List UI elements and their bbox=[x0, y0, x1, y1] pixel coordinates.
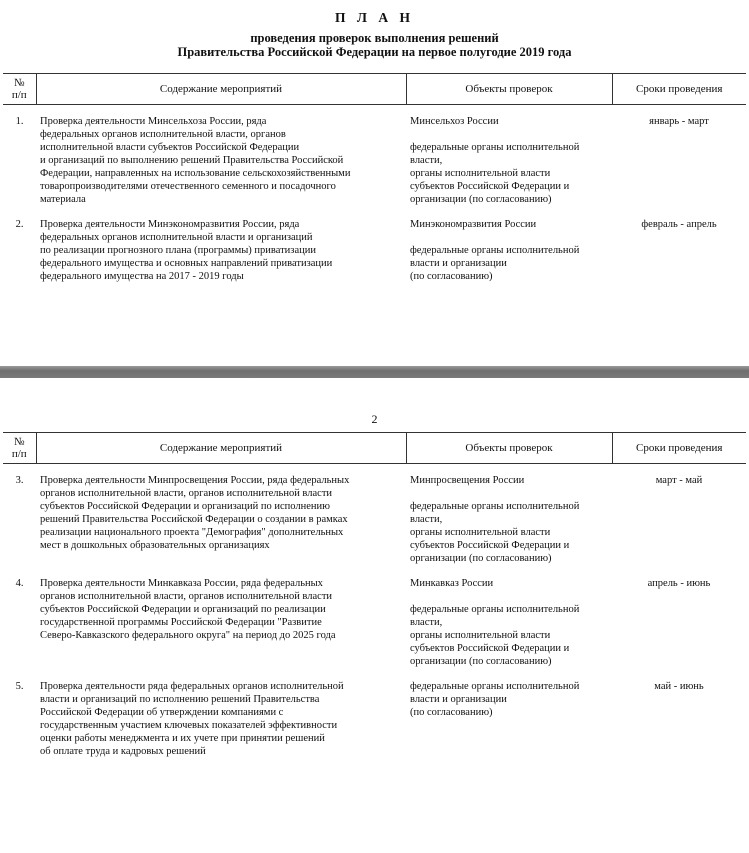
header-objects: Объекты проверок bbox=[406, 74, 612, 105]
content-line: Проверка деятельности Минсельхоза России, ряда bbox=[40, 116, 267, 127]
objects-line: субъектов Российской Федерации и bbox=[410, 643, 570, 654]
row-content bbox=[36, 105, 406, 219]
row-number: 1. bbox=[15, 116, 24, 127]
objects-line: федеральные органы исполнительной bbox=[410, 681, 580, 692]
objects-line: власти, bbox=[410, 514, 443, 525]
content-line: Проверка деятельности Минкавказа России, ряда федеральных bbox=[40, 578, 323, 589]
content-line: государственной программы Российской Федерации "Развитие bbox=[40, 617, 322, 628]
content-line: федеральных органов исполнительной власти и организаций bbox=[40, 232, 313, 243]
content-line: решений Правительства Российской Федерации о создании в рамках bbox=[40, 514, 348, 525]
table-row bbox=[3, 577, 746, 680]
header-content: Содержание мероприятий bbox=[36, 433, 406, 464]
table-row bbox=[3, 680, 746, 770]
row-term: май - июнь bbox=[654, 681, 704, 692]
row-objects bbox=[406, 105, 612, 219]
content-line: Российской Федерации об утверждении компаниями с bbox=[40, 707, 284, 718]
header-terms: Сроки проведения bbox=[612, 74, 746, 105]
content-line: Федерации, направленных на использование сельскохозяйственными bbox=[40, 168, 351, 179]
table-row bbox=[3, 218, 746, 295]
content-line: и организаций по выполнению решений Правительства Российской bbox=[40, 155, 344, 166]
content-line: субъектов Российской Федерации и организаций по реализации bbox=[40, 604, 326, 615]
objects-lead: Минсельхоз России bbox=[410, 116, 499, 127]
row-content bbox=[36, 680, 406, 770]
row-objects bbox=[406, 464, 612, 578]
row-number: 2. bbox=[15, 219, 24, 230]
row-number: 3. bbox=[15, 475, 24, 486]
objects-line: органы исполнительной власти bbox=[410, 630, 551, 641]
objects-line: (по согласованию) bbox=[410, 271, 493, 282]
header-content: Содержание мероприятий bbox=[36, 74, 406, 105]
objects-line: органы исполнительной власти bbox=[410, 168, 551, 179]
table-header-row bbox=[3, 74, 746, 105]
row-content bbox=[36, 218, 406, 295]
content-line: Проверка деятельности Минпросвещения России, ряда федеральных bbox=[40, 475, 350, 486]
objects-gap bbox=[410, 487, 608, 500]
row-objects bbox=[406, 680, 612, 770]
objects-gap bbox=[410, 128, 608, 141]
document-page-2 bbox=[0, 378, 749, 853]
objects-gap bbox=[410, 231, 608, 244]
table-header-row bbox=[3, 433, 746, 464]
objects-line: субъектов Российской Федерации и bbox=[410, 181, 570, 192]
content-line: субъектов Российской Федерации и организаций по исполнению bbox=[40, 501, 330, 512]
header-terms: Сроки проведения bbox=[612, 433, 746, 464]
row-term: февраль - апрель bbox=[641, 219, 717, 230]
page-number: 2 bbox=[371, 412, 378, 426]
row-content bbox=[36, 464, 406, 578]
header-num-line-1: № bbox=[14, 77, 25, 89]
objects-line: организации (по согласованию) bbox=[410, 194, 552, 205]
row-content bbox=[36, 577, 406, 680]
objects-line: федеральные органы исполнительной bbox=[410, 604, 580, 615]
page-divider bbox=[0, 366, 749, 378]
content-line: государственным участием ключевых показателей эффективности bbox=[40, 720, 338, 731]
objects-line: власти и организации bbox=[410, 694, 507, 705]
content-line: по реализации прогнозного плана (программы) приватизации bbox=[40, 245, 316, 256]
row-number: 5. bbox=[15, 681, 24, 692]
row-term: январь - март bbox=[649, 116, 709, 127]
content-line: Северо-Кавказского федерального округа" на период до 2025 года bbox=[40, 630, 336, 641]
content-line: федерального имущества и основных направлений приватизации bbox=[40, 258, 333, 269]
content-line: товаропроизводителями отечественного семенного и посадочного bbox=[40, 181, 336, 192]
header-objects: Объекты проверок bbox=[406, 433, 612, 464]
objects-line: субъектов Российской Федерации и bbox=[410, 540, 570, 551]
plan-table-page-1 bbox=[3, 73, 746, 295]
objects-line: федеральные органы исполнительной bbox=[410, 245, 580, 256]
content-line: мест в дошкольных образовательных организациях bbox=[40, 540, 270, 551]
objects-lead: Минпросвещения России bbox=[410, 475, 525, 486]
objects-line: власти, bbox=[410, 155, 443, 166]
content-line: федеральных органов исполнительной власти, органов bbox=[40, 129, 286, 140]
content-line: органов исполнительной власти, органов исполнительной власти bbox=[40, 488, 333, 499]
header-num-line-2: п/п bbox=[11, 448, 27, 460]
content-line: материала bbox=[40, 194, 86, 205]
document-page-1 bbox=[0, 0, 749, 368]
row-number: 4. bbox=[15, 578, 24, 589]
header-num-line-2: п/п bbox=[11, 89, 27, 101]
table-row bbox=[3, 105, 746, 219]
row-term: апрель - июнь bbox=[647, 578, 711, 589]
plan-table-page-2 bbox=[3, 432, 746, 770]
content-line: реализации национального проекта "Демография" дополнительных bbox=[40, 527, 344, 538]
objects-line: (по согласованию) bbox=[410, 707, 493, 718]
content-line: об оплате труда и кадровых решений bbox=[40, 746, 206, 757]
content-line: оценки работы менеджмента и их учете при принятии решений bbox=[40, 733, 325, 744]
header-num bbox=[3, 433, 36, 464]
content-line: Проверка деятельности ряда федеральных органов исполнительной bbox=[40, 681, 344, 692]
document-subtitle-line-2: Правительства Российской Федерации на первое полугодие 2019 года bbox=[177, 45, 572, 59]
content-line: власти и организаций по исполнению решений Правительства bbox=[40, 694, 320, 705]
objects-line: власти, bbox=[410, 617, 443, 628]
header-num bbox=[3, 74, 36, 105]
row-objects bbox=[406, 577, 612, 680]
objects-lead: Минкавказ России bbox=[410, 578, 494, 589]
content-line: органов исполнительной власти, органов исполнительной власти bbox=[40, 591, 333, 602]
content-line: федерального имущества на 2017 - 2019 годы bbox=[40, 271, 244, 282]
objects-line: организации (по согласованию) bbox=[410, 553, 552, 564]
table-row bbox=[3, 464, 746, 578]
objects-line: федеральные органы исполнительной bbox=[410, 501, 580, 512]
content-line: Проверка деятельности Минэкономразвития России, ряда bbox=[40, 219, 300, 230]
objects-line: органы исполнительной власти bbox=[410, 527, 551, 538]
objects-line: власти и организации bbox=[410, 258, 507, 269]
objects-line: федеральные органы исполнительной bbox=[410, 142, 580, 153]
document-title: П Л А Н bbox=[335, 10, 414, 25]
objects-lead: Минэкономразвития России bbox=[410, 219, 537, 230]
content-line: исполнительной власти субъектов Российской Федерации bbox=[40, 142, 300, 153]
row-term: март - май bbox=[655, 475, 703, 486]
document-subtitle-line-1: проведения проверок выполнения решений bbox=[250, 31, 499, 45]
objects-gap bbox=[410, 590, 608, 603]
row-objects bbox=[406, 218, 612, 295]
objects-line: организации (по согласованию) bbox=[410, 656, 552, 667]
header-num-line-1: № bbox=[14, 436, 25, 448]
